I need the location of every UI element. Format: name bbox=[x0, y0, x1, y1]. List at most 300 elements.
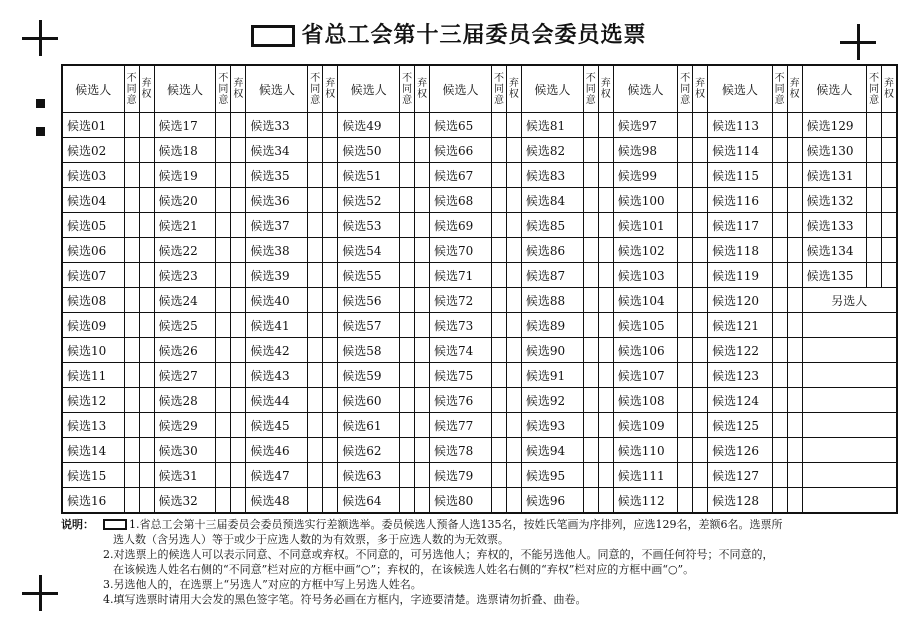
abstain-box[interactable] bbox=[415, 238, 430, 263]
disagree-box[interactable] bbox=[867, 113, 882, 138]
disagree-box[interactable] bbox=[583, 313, 598, 338]
ballot-header bbox=[0, 18, 898, 49]
abstain-box[interactable] bbox=[598, 113, 613, 138]
disagree-box[interactable] bbox=[867, 213, 882, 238]
abstain-box[interactable] bbox=[598, 363, 613, 388]
candidate-name: 候选82 bbox=[521, 138, 583, 163]
abstain-box[interactable] bbox=[882, 238, 897, 263]
disagree-box[interactable] bbox=[216, 113, 231, 138]
disagree-box[interactable] bbox=[772, 113, 787, 138]
disagree-box[interactable] bbox=[867, 188, 882, 213]
abstain-box[interactable] bbox=[139, 213, 154, 238]
candidate-name: 候选116 bbox=[708, 188, 773, 213]
candidate-name: 候选48 bbox=[246, 488, 308, 514]
disagree-box[interactable] bbox=[400, 388, 415, 413]
disagree-box[interactable] bbox=[678, 438, 693, 463]
disagree-box[interactable] bbox=[216, 213, 231, 238]
abstain-box[interactable] bbox=[598, 213, 613, 238]
disagree-box[interactable] bbox=[216, 238, 231, 263]
disagree-box[interactable] bbox=[308, 413, 323, 438]
abstain-box[interactable] bbox=[693, 163, 708, 188]
abstain-box[interactable] bbox=[506, 238, 521, 263]
disagree-box[interactable] bbox=[124, 338, 139, 363]
disagree-box[interactable] bbox=[124, 163, 139, 188]
abstain-box[interactable] bbox=[787, 163, 802, 188]
abstain-box[interactable] bbox=[139, 463, 154, 488]
abstain-box[interactable] bbox=[323, 338, 338, 363]
abstain-box[interactable] bbox=[323, 113, 338, 138]
abstain-box[interactable] bbox=[693, 438, 708, 463]
disagree-box[interactable] bbox=[491, 188, 506, 213]
disagree-box[interactable] bbox=[400, 238, 415, 263]
abstain-box[interactable] bbox=[323, 238, 338, 263]
abstain-box[interactable] bbox=[598, 288, 613, 313]
disagree-box[interactable] bbox=[583, 488, 598, 514]
disagree-box[interactable] bbox=[216, 313, 231, 338]
disagree-box[interactable] bbox=[491, 163, 506, 188]
abstain-box[interactable] bbox=[787, 338, 802, 363]
abstain-box[interactable] bbox=[506, 388, 521, 413]
disagree-box[interactable] bbox=[400, 163, 415, 188]
disagree-box[interactable] bbox=[772, 413, 787, 438]
abstain-box[interactable] bbox=[787, 313, 802, 338]
disagree-box[interactable] bbox=[583, 288, 598, 313]
write-in-box[interactable] bbox=[802, 488, 897, 514]
disagree-box[interactable] bbox=[216, 288, 231, 313]
abstain-box[interactable] bbox=[693, 113, 708, 138]
write-in-box[interactable] bbox=[802, 413, 897, 438]
abstain-box[interactable] bbox=[323, 188, 338, 213]
disagree-box[interactable] bbox=[491, 438, 506, 463]
disagree-box[interactable] bbox=[400, 288, 415, 313]
disagree-box[interactable] bbox=[491, 363, 506, 388]
disagree-box[interactable] bbox=[491, 213, 506, 238]
disagree-box[interactable] bbox=[678, 113, 693, 138]
disagree-box[interactable] bbox=[216, 188, 231, 213]
abstain-box[interactable] bbox=[693, 138, 708, 163]
abstain-box[interactable] bbox=[139, 238, 154, 263]
abstain-box[interactable] bbox=[139, 138, 154, 163]
ballot-title: 省总工会第十三届委员会委员选票 bbox=[301, 23, 647, 48]
disagree-box[interactable] bbox=[491, 238, 506, 263]
disagree-box[interactable] bbox=[583, 413, 598, 438]
disagree-box[interactable] bbox=[678, 138, 693, 163]
abstain-box[interactable] bbox=[787, 438, 802, 463]
disagree-box[interactable] bbox=[678, 413, 693, 438]
disagree-box[interactable] bbox=[124, 113, 139, 138]
disagree-box[interactable] bbox=[583, 363, 598, 388]
disagree-box[interactable] bbox=[124, 388, 139, 413]
abstain-box[interactable] bbox=[415, 413, 430, 438]
abstain-box[interactable] bbox=[323, 438, 338, 463]
disagree-box[interactable] bbox=[124, 138, 139, 163]
abstain-box[interactable] bbox=[506, 438, 521, 463]
disagree-box[interactable] bbox=[491, 463, 506, 488]
abstain-box[interactable] bbox=[415, 463, 430, 488]
abstain-box[interactable] bbox=[787, 238, 802, 263]
candidate-name: 候选17 bbox=[154, 113, 216, 138]
disagree-box[interactable] bbox=[583, 188, 598, 213]
disagree-box[interactable] bbox=[400, 213, 415, 238]
disagree-box[interactable] bbox=[216, 263, 231, 288]
abstain-box[interactable] bbox=[598, 313, 613, 338]
abstain-box[interactable] bbox=[139, 163, 154, 188]
disagree-box[interactable] bbox=[772, 463, 787, 488]
abstain-box[interactable] bbox=[231, 438, 246, 463]
write-in-box[interactable] bbox=[802, 388, 897, 413]
disagree-box[interactable] bbox=[772, 263, 787, 288]
disagree-box[interactable] bbox=[678, 288, 693, 313]
ballot-row bbox=[62, 113, 897, 138]
disagree-box[interactable] bbox=[400, 413, 415, 438]
abstain-box[interactable] bbox=[693, 388, 708, 413]
disagree-box[interactable] bbox=[400, 188, 415, 213]
abstain-box[interactable] bbox=[231, 188, 246, 213]
abstain-box[interactable] bbox=[415, 113, 430, 138]
disagree-box[interactable] bbox=[772, 188, 787, 213]
abstain-box[interactable] bbox=[323, 413, 338, 438]
disagree-box[interactable] bbox=[772, 213, 787, 238]
abstain-box[interactable] bbox=[231, 113, 246, 138]
abstain-box[interactable] bbox=[882, 113, 897, 138]
disagree-box[interactable] bbox=[491, 313, 506, 338]
abstain-box[interactable] bbox=[139, 363, 154, 388]
disagree-box[interactable] bbox=[678, 238, 693, 263]
disagree-box[interactable] bbox=[124, 263, 139, 288]
candidate-name: 候选67 bbox=[430, 163, 492, 188]
disagree-box[interactable] bbox=[308, 388, 323, 413]
disagree-box[interactable] bbox=[308, 313, 323, 338]
abstain-box[interactable] bbox=[506, 463, 521, 488]
abstain-box[interactable] bbox=[323, 313, 338, 338]
disagree-box[interactable] bbox=[772, 238, 787, 263]
disagree-box[interactable] bbox=[400, 463, 415, 488]
write-in-box[interactable] bbox=[802, 463, 897, 488]
disagree-box[interactable] bbox=[491, 413, 506, 438]
abstain-box[interactable] bbox=[139, 188, 154, 213]
abstain-box[interactable] bbox=[598, 188, 613, 213]
abstain-box[interactable] bbox=[598, 238, 613, 263]
abstain-box[interactable] bbox=[415, 488, 430, 514]
abstain-box[interactable] bbox=[882, 188, 897, 213]
disagree-box[interactable] bbox=[583, 213, 598, 238]
disagree-box[interactable] bbox=[216, 388, 231, 413]
disagree-box[interactable] bbox=[867, 238, 882, 263]
disagree-box[interactable] bbox=[678, 163, 693, 188]
abstain-box[interactable] bbox=[323, 138, 338, 163]
abstain-box[interactable] bbox=[506, 288, 521, 313]
disagree-box[interactable] bbox=[772, 313, 787, 338]
disagree-box[interactable] bbox=[308, 238, 323, 263]
abstain-box[interactable] bbox=[693, 263, 708, 288]
disagree-box[interactable] bbox=[308, 113, 323, 138]
abstain-box[interactable] bbox=[415, 338, 430, 363]
disagree-box[interactable] bbox=[124, 188, 139, 213]
abstain-box[interactable] bbox=[139, 288, 154, 313]
ballot-row bbox=[62, 313, 897, 338]
disagree-box[interactable] bbox=[491, 388, 506, 413]
disagree-box[interactable] bbox=[583, 263, 598, 288]
candidate-name: 候选88 bbox=[521, 288, 583, 313]
disagree-box[interactable] bbox=[491, 263, 506, 288]
abstain-box[interactable] bbox=[693, 213, 708, 238]
disagree-box[interactable] bbox=[678, 213, 693, 238]
disagree-box[interactable] bbox=[491, 138, 506, 163]
disagree-box[interactable] bbox=[308, 338, 323, 363]
disagree-box[interactable] bbox=[124, 488, 139, 514]
write-in-box[interactable] bbox=[802, 363, 897, 388]
disagree-box[interactable] bbox=[124, 213, 139, 238]
candidate-name: 候选86 bbox=[521, 238, 583, 263]
abstain-box[interactable] bbox=[598, 138, 613, 163]
disagree-box[interactable] bbox=[124, 438, 139, 463]
abstain-box[interactable] bbox=[415, 363, 430, 388]
abstain-box[interactable] bbox=[139, 488, 154, 514]
abstain-box[interactable] bbox=[323, 463, 338, 488]
disagree-box[interactable] bbox=[867, 163, 882, 188]
candidate-name: 候选131 bbox=[802, 163, 867, 188]
disagree-box[interactable] bbox=[583, 338, 598, 363]
disagree-box[interactable] bbox=[124, 363, 139, 388]
abstain-box[interactable] bbox=[787, 388, 802, 413]
disagree-box[interactable] bbox=[216, 163, 231, 188]
disagree-box[interactable] bbox=[308, 363, 323, 388]
abstain-box[interactable] bbox=[882, 213, 897, 238]
disagree-box[interactable] bbox=[491, 338, 506, 363]
abstain-box[interactable] bbox=[693, 288, 708, 313]
abstain-box[interactable] bbox=[787, 488, 802, 514]
disagree-box[interactable] bbox=[308, 263, 323, 288]
abstain-box[interactable] bbox=[506, 488, 521, 514]
candidate-name: 候选52 bbox=[338, 188, 400, 213]
abstain-box[interactable] bbox=[139, 338, 154, 363]
abstain-box[interactable] bbox=[231, 138, 246, 163]
disagree-box[interactable] bbox=[400, 138, 415, 163]
disagree-box[interactable] bbox=[308, 488, 323, 514]
disagree-box[interactable] bbox=[583, 238, 598, 263]
abstain-box[interactable] bbox=[323, 488, 338, 514]
abstain-box[interactable] bbox=[415, 263, 430, 288]
disagree-box[interactable] bbox=[308, 188, 323, 213]
abstain-box[interactable] bbox=[787, 413, 802, 438]
abstain-box[interactable] bbox=[323, 263, 338, 288]
write-in-box[interactable] bbox=[802, 313, 897, 338]
disagree-box[interactable] bbox=[772, 338, 787, 363]
abstain-box[interactable] bbox=[323, 163, 338, 188]
abstain-box[interactable] bbox=[231, 163, 246, 188]
disagree-box[interactable] bbox=[772, 363, 787, 388]
disagree-box[interactable] bbox=[216, 438, 231, 463]
abstain-box[interactable] bbox=[415, 388, 430, 413]
disagree-box[interactable] bbox=[124, 463, 139, 488]
abstain-box[interactable] bbox=[693, 463, 708, 488]
disagree-box[interactable] bbox=[216, 488, 231, 514]
disagree-box[interactable] bbox=[400, 263, 415, 288]
abstain-box[interactable] bbox=[693, 338, 708, 363]
abstain-box[interactable] bbox=[506, 188, 521, 213]
abstain-box[interactable] bbox=[231, 363, 246, 388]
abstain-box[interactable] bbox=[693, 413, 708, 438]
disagree-box[interactable] bbox=[678, 363, 693, 388]
abstain-box[interactable] bbox=[506, 263, 521, 288]
abstain-box[interactable] bbox=[787, 113, 802, 138]
abstain-box[interactable] bbox=[139, 438, 154, 463]
abstain-box[interactable] bbox=[415, 313, 430, 338]
abstain-box[interactable] bbox=[506, 413, 521, 438]
disagree-box[interactable] bbox=[772, 388, 787, 413]
abstain-box[interactable] bbox=[415, 188, 430, 213]
abstain-box[interactable] bbox=[693, 188, 708, 213]
disagree-box[interactable] bbox=[491, 113, 506, 138]
abstain-box[interactable] bbox=[506, 113, 521, 138]
abstain-box[interactable] bbox=[693, 313, 708, 338]
disagree-box[interactable] bbox=[583, 163, 598, 188]
candidate-name: 候选38 bbox=[246, 238, 308, 263]
candidate-name: 候选83 bbox=[521, 163, 583, 188]
disagree-box[interactable] bbox=[308, 463, 323, 488]
disagree-box[interactable] bbox=[124, 238, 139, 263]
abstain-box[interactable] bbox=[598, 438, 613, 463]
abstain-box[interactable] bbox=[693, 363, 708, 388]
disagree-box[interactable] bbox=[400, 313, 415, 338]
abstain-box[interactable] bbox=[323, 213, 338, 238]
abstain-box[interactable] bbox=[693, 488, 708, 514]
abstain-box[interactable] bbox=[598, 413, 613, 438]
disagree-box[interactable] bbox=[124, 413, 139, 438]
disagree-box[interactable] bbox=[583, 138, 598, 163]
abstain-box[interactable] bbox=[506, 163, 521, 188]
abstain-box[interactable] bbox=[323, 288, 338, 313]
disagree-box[interactable] bbox=[867, 263, 882, 288]
disagree-box[interactable] bbox=[400, 438, 415, 463]
disagree-box[interactable] bbox=[308, 163, 323, 188]
disagree-box[interactable] bbox=[772, 163, 787, 188]
abstain-box[interactable] bbox=[598, 263, 613, 288]
disagree-box[interactable] bbox=[400, 113, 415, 138]
abstain-box[interactable] bbox=[506, 338, 521, 363]
abstain-box[interactable] bbox=[139, 313, 154, 338]
abstain-box[interactable] bbox=[415, 163, 430, 188]
abstain-box[interactable] bbox=[882, 163, 897, 188]
abstain-box[interactable] bbox=[231, 463, 246, 488]
disagree-box[interactable] bbox=[583, 113, 598, 138]
disagree-box[interactable] bbox=[308, 438, 323, 463]
disagree-box[interactable] bbox=[124, 313, 139, 338]
abstain-box[interactable] bbox=[323, 363, 338, 388]
abstain-box[interactable] bbox=[139, 388, 154, 413]
write-in-box[interactable] bbox=[802, 438, 897, 463]
abstain-header: 弃权 bbox=[323, 65, 338, 113]
disagree-box[interactable] bbox=[678, 263, 693, 288]
disagree-box[interactable] bbox=[400, 363, 415, 388]
disagree-box[interactable] bbox=[216, 413, 231, 438]
abstain-box[interactable] bbox=[506, 213, 521, 238]
disagree-box[interactable] bbox=[124, 288, 139, 313]
abstain-box[interactable] bbox=[231, 288, 246, 313]
disagree-box[interactable] bbox=[400, 338, 415, 363]
abstain-box[interactable] bbox=[787, 263, 802, 288]
abstain-box[interactable] bbox=[693, 238, 708, 263]
abstain-box[interactable] bbox=[231, 338, 246, 363]
disagree-box[interactable] bbox=[772, 288, 787, 313]
disagree-box[interactable] bbox=[308, 138, 323, 163]
abstain-box[interactable] bbox=[506, 363, 521, 388]
abstain-box[interactable] bbox=[882, 138, 897, 163]
disagree-box[interactable] bbox=[216, 138, 231, 163]
disagree-box[interactable] bbox=[772, 138, 787, 163]
candidate-name: 候选124 bbox=[708, 388, 773, 413]
candidate-name: 候选33 bbox=[246, 113, 308, 138]
abstain-box[interactable] bbox=[231, 313, 246, 338]
disagree-box[interactable] bbox=[678, 388, 693, 413]
disagree-box[interactable] bbox=[678, 463, 693, 488]
disagree-box[interactable] bbox=[678, 313, 693, 338]
abstain-box[interactable] bbox=[598, 388, 613, 413]
abstain-box[interactable] bbox=[231, 213, 246, 238]
write-in-box[interactable] bbox=[802, 338, 897, 363]
abstain-box[interactable] bbox=[787, 188, 802, 213]
disagree-box[interactable] bbox=[216, 463, 231, 488]
disagree-box[interactable] bbox=[491, 288, 506, 313]
disagree-box[interactable] bbox=[867, 138, 882, 163]
candidate-name: 候选24 bbox=[154, 288, 216, 313]
disagree-box[interactable] bbox=[678, 488, 693, 514]
disagree-box[interactable] bbox=[308, 288, 323, 313]
disagree-box[interactable] bbox=[216, 338, 231, 363]
abstain-box[interactable] bbox=[787, 288, 802, 313]
disagree-box[interactable] bbox=[583, 438, 598, 463]
abstain-box[interactable] bbox=[231, 413, 246, 438]
disagree-box[interactable] bbox=[583, 463, 598, 488]
abstain-box[interactable] bbox=[787, 363, 802, 388]
abstain-box[interactable] bbox=[506, 138, 521, 163]
disagree-box[interactable] bbox=[678, 338, 693, 363]
disagree-box[interactable] bbox=[583, 388, 598, 413]
abstain-box[interactable] bbox=[598, 163, 613, 188]
ballot-row bbox=[62, 438, 897, 463]
disagree-header: 不同意 bbox=[216, 65, 231, 113]
abstain-box[interactable] bbox=[231, 238, 246, 263]
abstain-box[interactable] bbox=[139, 113, 154, 138]
abstain-box[interactable] bbox=[415, 288, 430, 313]
abstain-box[interactable] bbox=[598, 488, 613, 514]
abstain-box[interactable] bbox=[231, 263, 246, 288]
disagree-box[interactable] bbox=[400, 488, 415, 514]
disagree-box[interactable] bbox=[678, 188, 693, 213]
abstain-box[interactable] bbox=[787, 463, 802, 488]
abstain-box[interactable] bbox=[506, 313, 521, 338]
abstain-box[interactable] bbox=[415, 438, 430, 463]
disagree-box[interactable] bbox=[308, 213, 323, 238]
abstain-box[interactable] bbox=[323, 388, 338, 413]
candidate-name: 候选126 bbox=[708, 438, 773, 463]
abstain-box[interactable] bbox=[415, 213, 430, 238]
abstain-box[interactable] bbox=[139, 413, 154, 438]
disagree-box[interactable] bbox=[491, 488, 506, 514]
abstain-box[interactable] bbox=[231, 488, 246, 514]
disagree-box[interactable] bbox=[772, 438, 787, 463]
abstain-box[interactable] bbox=[598, 338, 613, 363]
abstain-box[interactable] bbox=[598, 463, 613, 488]
disagree-box[interactable] bbox=[216, 363, 231, 388]
abstain-box[interactable] bbox=[139, 263, 154, 288]
abstain-box[interactable] bbox=[787, 138, 802, 163]
abstain-box[interactable] bbox=[231, 388, 246, 413]
abstain-box[interactable] bbox=[415, 138, 430, 163]
disagree-box[interactable] bbox=[772, 488, 787, 514]
abstain-box[interactable] bbox=[882, 263, 897, 288]
abstain-box[interactable] bbox=[787, 213, 802, 238]
